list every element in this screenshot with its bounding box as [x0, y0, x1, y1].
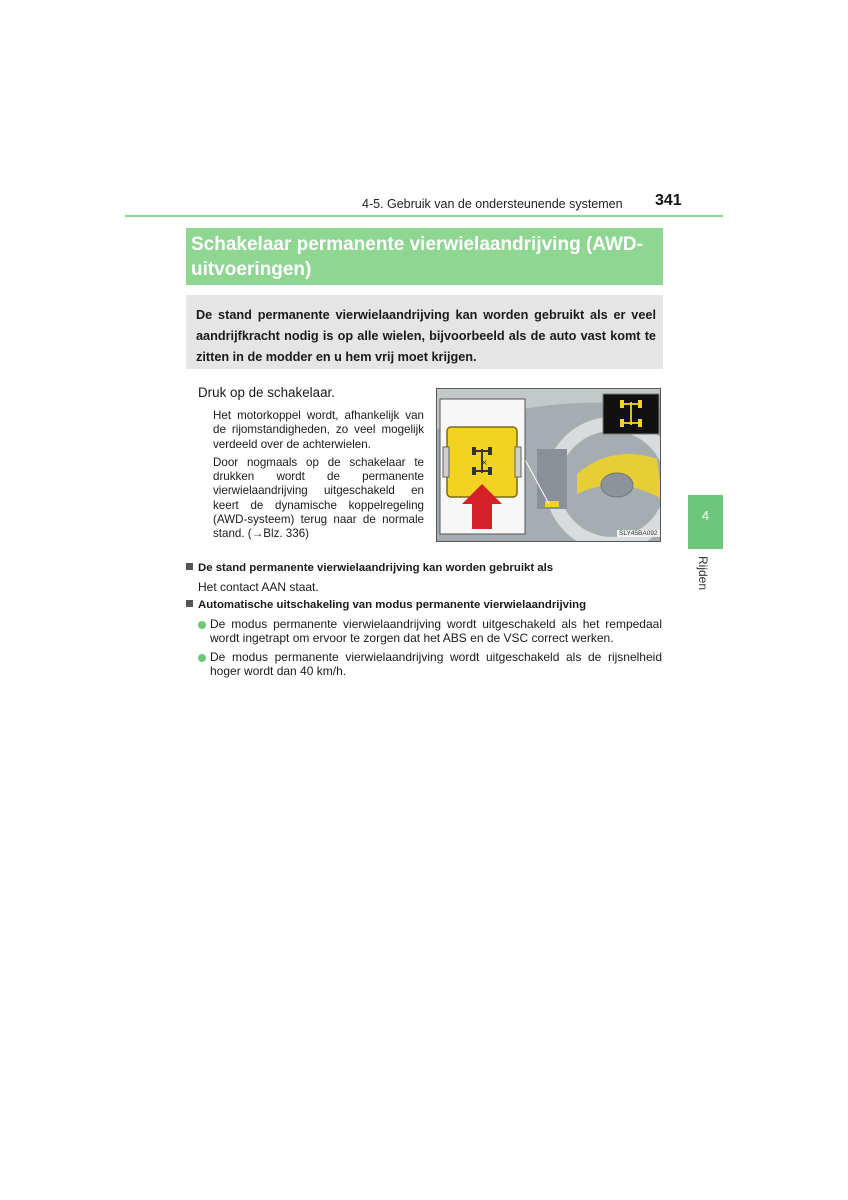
section-title: Schakelaar permanente vierwielaandrijving (AWD-uitvoeringen): [191, 234, 643, 280]
switch-side-left: [443, 447, 449, 477]
detail-paragraph: Door nogmaals op de schakelaar te drukken wordt de permanente vierwielaandrijving uitgeschakeld en keert de dynamische koppelregeling (AWD-systeem) terug naar de normale stand. (→Blz. 336): [213, 455, 424, 541]
intro-text: De stand permanente vierwielaandrijving kan worden gebruikt als er veel aandrijfkracht nodig is op alle wielen, bijvoorbeeld als de auto vast komt te zitten in de modder en u hem vrij moet krijgen.: [196, 308, 656, 364]
list-item: [198, 617, 662, 646]
square-bullet-icon: [186, 563, 193, 570]
square-bullet-icon: [186, 600, 193, 607]
round-bullet-icon: [198, 654, 206, 662]
note-heading-text: De stand permanente vierwielaandrijving kan worden gebruikt als: [198, 562, 554, 574]
detail-paragraph: Het motorkoppel wordt, afhankelijk van de rijomstandigheden, zo veel mogelijk verdeeld over de achterwielen.: [213, 409, 424, 451]
dashboard-illustration: [437, 389, 661, 542]
header-rule: [125, 215, 723, 217]
page-number: 341: [655, 192, 682, 209]
figure-code: SLY45BA092: [619, 530, 658, 537]
note-body: Het contact AAN staat.: [198, 580, 319, 594]
step-instruction: Druk op de schakelaar.: [198, 385, 335, 400]
chapter-number: 4: [701, 508, 710, 523]
dashboard-figure: [436, 388, 661, 542]
steering-hub: [601, 473, 633, 497]
note-heading: [186, 599, 586, 611]
center-console: [537, 449, 567, 509]
list-item: [198, 650, 662, 679]
list-item-text: De modus permanente vierwielaandrijving wordt uitgeschakeld als de rijsnelheid hoger wordt dan 40 km/h.: [210, 650, 662, 679]
round-bullet-icon: [198, 621, 206, 629]
note-heading-text: Automatische uitschakeling van modus permanente vierwielaandrijving: [198, 599, 587, 611]
small-switch-highlight: [545, 501, 559, 507]
switch-icon-cross: ×: [481, 458, 488, 467]
chapter-label: Rijden: [696, 556, 710, 591]
switch-side-right: [515, 447, 521, 477]
list-item-text: De modus permanente vierwielaandrijving wordt uitgeschakeld als het rempedaal wordt ingetrapt om ervoor te zorgen dat het ABS en de VSC correct werken.: [210, 617, 662, 646]
note-heading: [186, 562, 553, 574]
step-details: [213, 409, 424, 546]
running-header-section: 4-5. Gebruik van de ondersteunende systemen: [362, 197, 623, 211]
